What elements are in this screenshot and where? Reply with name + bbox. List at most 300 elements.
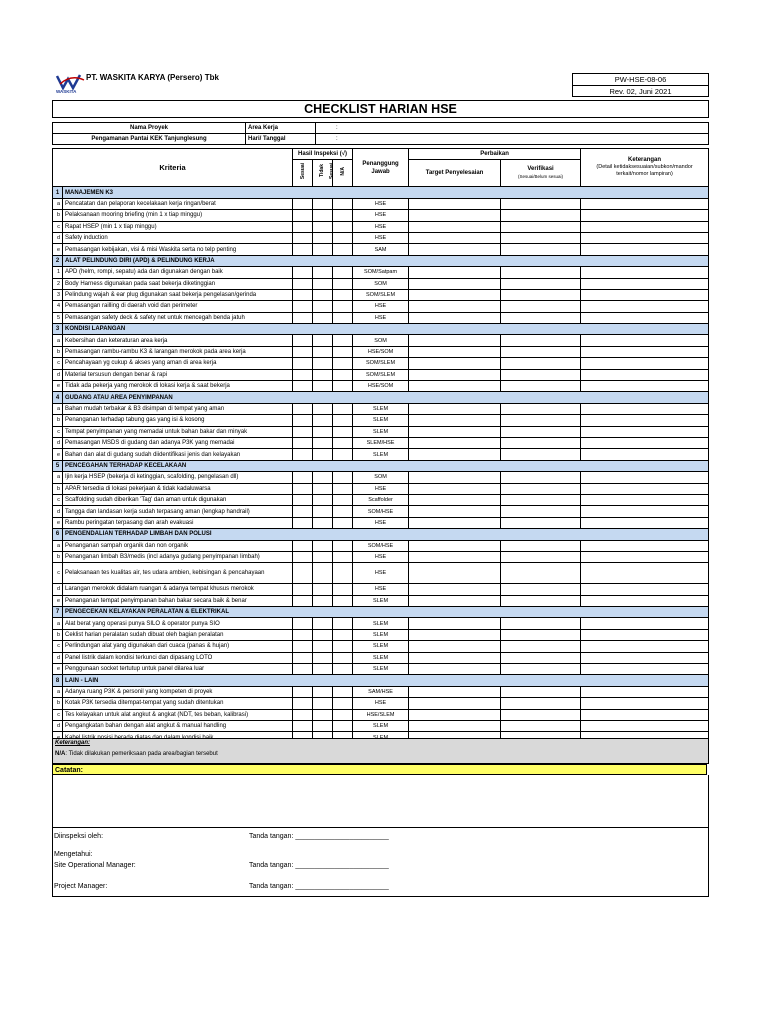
keterangan-cell[interactable] [581,584,709,595]
target-penyelesaian-cell[interactable] [409,437,501,448]
sesuai-checkbox[interactable] [293,232,313,243]
sesuai-checkbox[interactable] [293,267,313,278]
target-penyelesaian-cell[interactable] [409,584,501,595]
tidak-sesuai-checkbox[interactable] [313,301,333,312]
sesuai-checkbox[interactable] [293,698,313,709]
tidak-sesuai-checkbox[interactable] [313,686,333,697]
keterangan-cell[interactable] [581,686,709,697]
section-number: 2 [53,255,63,266]
na-checkbox[interactable] [333,267,353,278]
hari-tanggal-value[interactable]: : [316,134,709,145]
item-penanggung-jawab: SLEM [353,641,409,652]
target-penyelesaian-cell[interactable] [409,472,501,483]
target-penyelesaian-cell[interactable] [409,278,501,289]
section-header-row [53,187,709,198]
verifikasi-cell[interactable] [501,335,581,346]
item-letter: b [53,551,63,562]
keterangan-cell[interactable] [581,267,709,278]
sesuai-checkbox[interactable] [293,483,313,494]
item-letter: a [53,472,63,483]
verifikasi-header [501,160,581,187]
item-letter: c [53,426,63,437]
tidak-sesuai-checkbox[interactable] [313,494,333,505]
sesuai-checkbox[interactable] [293,595,313,606]
target-penyelesaian-cell[interactable] [409,369,501,380]
keterangan-cell[interactable] [581,221,709,232]
tidak-sesuai-checkbox[interactable] [313,483,333,494]
verifikasi-cell[interactable] [501,584,581,595]
keterangan-cell[interactable] [581,540,709,551]
target-penyelesaian-cell[interactable] [409,267,501,278]
sesuai-checkbox[interactable] [293,437,313,448]
na-checkbox[interactable] [333,517,353,528]
target-penyelesaian-cell[interactable] [409,595,501,606]
target-penyelesaian-cell[interactable] [409,426,501,437]
sesuai-checkbox[interactable] [293,210,313,221]
tidak-sesuai-header [313,160,333,187]
target-penyelesaian-cell[interactable] [409,652,501,663]
target-penyelesaian-cell[interactable] [409,720,501,731]
tidak-sesuai-checkbox[interactable] [313,278,333,289]
sesuai-checkbox[interactable] [293,664,313,675]
keterangan-cell[interactable] [581,506,709,517]
keterangan-cell[interactable] [581,426,709,437]
tidak-sesuai-checkbox[interactable] [313,709,333,720]
item-penanggung-jawab: SLEM/HSE [353,437,409,448]
na-checkbox[interactable] [333,540,353,551]
item-letter: 2 [53,278,63,289]
verifikasi-cell[interactable] [501,595,581,606]
section-title: ALAT PELINDUNG DIRI (APD) & PELINDUNG KERJA [63,255,709,266]
verifikasi-cell[interactable] [501,629,581,640]
tidak-sesuai-checkbox[interactable] [313,584,333,595]
target-penyelesaian-cell[interactable] [409,346,501,357]
item-criteria: Bahan mudah terbakar & B3 disimpan di tempat yang aman [63,403,293,414]
tidak-sesuai-checkbox[interactable] [313,437,333,448]
checklist-row [53,346,709,357]
sesuai-checkbox[interactable] [293,358,313,369]
item-penanggung-jawab: SOM/Satpam [353,267,409,278]
item-penanggung-jawab: HSE [353,563,409,584]
checklist-row [53,641,709,652]
keterangan-cell[interactable] [581,641,709,652]
checklist-row [53,358,709,369]
item-criteria: Rapat HSEP (min 1 x tiap minggu) [63,221,293,232]
sesuai-checkbox[interactable] [293,426,313,437]
target-penyelesaian-cell[interactable] [409,232,501,243]
na-checkbox[interactable] [333,472,353,483]
na-checkbox[interactable] [333,483,353,494]
keterangan-cell[interactable] [581,278,709,289]
tidak-sesuai-label: Tidak Sesuai [318,163,335,180]
tidak-sesuai-checkbox[interactable] [313,698,333,709]
checklist-row [53,618,709,629]
checklist-row [53,698,709,709]
na-checkbox[interactable] [333,437,353,448]
na-checkbox[interactable] [333,198,353,209]
tidak-sesuai-checkbox[interactable] [313,403,333,414]
target-penyelesaian-cell[interactable] [409,641,501,652]
na-checkbox[interactable] [333,301,353,312]
keterangan-cell[interactable] [581,449,709,460]
verifikasi-cell[interactable] [501,563,581,584]
sesuai-checkbox[interactable] [293,346,313,357]
verifikasi-cell[interactable] [501,312,581,323]
item-letter: a [53,403,63,414]
tidak-sesuai-checkbox[interactable] [313,210,333,221]
sesuai-checkbox[interactable] [293,517,313,528]
na-checkbox[interactable] [333,563,353,584]
na-checkbox[interactable] [333,595,353,606]
item-criteria: Alat berat yang operasi punya SILO & operator punya SIO [63,618,293,629]
verifikasi-cell[interactable] [501,472,581,483]
na-checkbox[interactable] [333,698,353,709]
target-penyelesaian-cell[interactable] [409,709,501,720]
verifikasi-cell[interactable] [501,437,581,448]
keterangan-cell[interactable] [581,301,709,312]
hasil-inspeksi-header: Hasil Inspeksi (√) [293,149,353,160]
verifikasi-cell[interactable] [501,403,581,414]
na-checkbox[interactable] [333,369,353,380]
sesuai-checkbox[interactable] [293,563,313,584]
item-letter: c [53,563,63,584]
verifikasi-cell[interactable] [501,221,581,232]
na-checkbox[interactable] [333,709,353,720]
verifikasi-cell[interactable] [501,198,581,209]
verifikasi-cell[interactable] [501,506,581,517]
tidak-sesuai-checkbox[interactable] [313,472,333,483]
keterangan-cell[interactable] [581,551,709,562]
tidak-sesuai-checkbox[interactable] [313,720,333,731]
na-checkbox[interactable] [333,335,353,346]
item-criteria: Pengangkatan bahan dengan alat angkut & manual handling [63,720,293,731]
target-penyelesaian-cell[interactable] [409,198,501,209]
item-letter: c [53,221,63,232]
keterangan-cell[interactable] [581,618,709,629]
target-penyelesaian-cell[interactable] [409,618,501,629]
keterangan-cell[interactable] [581,483,709,494]
verifikasi-cell[interactable] [501,540,581,551]
checklist-row [53,232,709,243]
sesuai-checkbox[interactable] [293,629,313,640]
keterangan-cell[interactable] [581,720,709,731]
signature-line-pm[interactable]: Tanda tangan: ________________________ [249,883,389,890]
checklist-row [53,584,709,595]
sesuai-checkbox[interactable] [293,540,313,551]
item-letter: b [53,346,63,357]
target-penyelesaian-cell[interactable] [409,358,501,369]
sesuai-checkbox[interactable] [293,312,313,323]
tidak-sesuai-checkbox[interactable] [313,232,333,243]
verifikasi-cell[interactable] [501,618,581,629]
keterangan-cell[interactable] [581,698,709,709]
keterangan-cell[interactable] [581,517,709,528]
section-number: 1 [53,187,63,198]
verifikasi-cell[interactable] [501,415,581,426]
tidak-sesuai-checkbox[interactable] [313,358,333,369]
sesuai-checkbox[interactable] [293,335,313,346]
tidak-sesuai-checkbox[interactable] [313,369,333,380]
verifikasi-cell[interactable] [501,720,581,731]
na-checkbox[interactable] [333,664,353,675]
sesuai-checkbox[interactable] [293,652,313,663]
sesuai-checkbox[interactable] [293,618,313,629]
sesuai-checkbox[interactable] [293,472,313,483]
target-penyelesaian-cell[interactable] [409,221,501,232]
target-penyelesaian-cell[interactable] [409,517,501,528]
na-checkbox[interactable] [333,210,353,221]
na-checkbox[interactable] [333,652,353,663]
sesuai-checkbox[interactable] [293,494,313,505]
target-penyelesaian-cell[interactable] [409,551,501,562]
na-checkbox[interactable] [333,686,353,697]
section-title: PENGENDALIAN TERHADAP LIMBAH DAN POLUSI [63,529,709,540]
sesuai-checkbox[interactable] [293,289,313,300]
na-checkbox[interactable] [333,629,353,640]
na-checkbox[interactable] [333,641,353,652]
target-penyelesaian-cell[interactable] [409,506,501,517]
target-penyelesaian-cell[interactable] [409,686,501,697]
na-checkbox[interactable] [333,244,353,255]
tidak-sesuai-checkbox[interactable] [313,426,333,437]
na-checkbox[interactable] [333,618,353,629]
target-penyelesaian-cell[interactable] [409,540,501,551]
tidak-sesuai-checkbox[interactable] [313,335,333,346]
target-penyelesaian-cell[interactable] [409,629,501,640]
item-penanggung-jawab: SLEM [353,449,409,460]
verifikasi-cell[interactable] [501,267,581,278]
target-penyelesaian-cell[interactable] [409,312,501,323]
verifikasi-cell[interactable] [501,686,581,697]
section-header-row [53,460,709,471]
keterangan-cell[interactable] [581,664,709,675]
target-penyelesaian-cell[interactable] [409,210,501,221]
keterangan-cell[interactable] [581,232,709,243]
sesuai-checkbox[interactable] [293,720,313,731]
keterangan-cell[interactable] [581,312,709,323]
na-checkbox[interactable] [333,426,353,437]
target-penyelesaian-cell[interactable] [409,403,501,414]
sesuai-checkbox[interactable] [293,415,313,426]
area-kerja-value[interactable]: : [316,123,709,134]
verifikasi-cell[interactable] [501,551,581,562]
verifikasi-cell[interactable] [501,369,581,380]
keterangan-cell[interactable] [581,629,709,640]
item-criteria: Tempat penyimpanan yang memadai untuk bahan bakar dan minyak [63,426,293,437]
item-letter: c [53,494,63,505]
item-penanggung-jawab: HSE [353,232,409,243]
item-letter: a [53,198,63,209]
tidak-sesuai-checkbox[interactable] [313,652,333,663]
verifikasi-cell[interactable] [501,449,581,460]
sesuai-checkbox[interactable] [293,221,313,232]
tidak-sesuai-checkbox[interactable] [313,540,333,551]
target-penyelesaian-cell[interactable] [409,289,501,300]
tidak-sesuai-checkbox[interactable] [313,517,333,528]
verifikasi-cell[interactable] [501,709,581,720]
na-checkbox[interactable] [333,403,353,414]
target-penyelesaian-cell[interactable] [409,449,501,460]
target-penyelesaian-cell[interactable] [409,244,501,255]
tidak-sesuai-checkbox[interactable] [313,381,333,392]
checklist-row [53,403,709,414]
keterangan-cell[interactable] [581,244,709,255]
verifikasi-cell[interactable] [501,232,581,243]
sesuai-checkbox[interactable] [293,278,313,289]
item-penanggung-jawab: SAM [353,244,409,255]
na-checkbox[interactable] [333,449,353,460]
sesuai-checkbox[interactable] [293,403,313,414]
na-checkbox[interactable] [333,346,353,357]
sesuai-checkbox[interactable] [293,369,313,380]
sesuai-checkbox[interactable] [293,506,313,517]
tidak-sesuai-checkbox[interactable] [313,221,333,232]
tidak-sesuai-checkbox[interactable] [313,506,333,517]
checklist-row [53,426,709,437]
nama-proyek-value: Pengamanan Pantai KEK Tanjunglesung [53,134,246,145]
sesuai-checkbox[interactable] [293,244,313,255]
keterangan-note-label: Keterangan: [55,740,91,746]
sesuai-checkbox[interactable] [293,584,313,595]
na-checkbox[interactable] [333,312,353,323]
item-penanggung-jawab: SOM/SLEM [353,369,409,380]
signature-line-inspector[interactable]: Tanda tangan: ________________________ [249,833,389,840]
keterangan-cell[interactable] [581,472,709,483]
keterangan-cell[interactable] [581,381,709,392]
verifikasi-cell[interactable] [501,483,581,494]
section-header-row [53,392,709,403]
keterangan-cell[interactable] [581,415,709,426]
verifikasi-cell[interactable] [501,517,581,528]
na-checkbox[interactable] [333,289,353,300]
tidak-sesuai-checkbox[interactable] [313,346,333,357]
target-penyelesaian-cell[interactable] [409,335,501,346]
verifikasi-cell[interactable] [501,301,581,312]
checklist-row [53,289,709,300]
target-penyelesaian-cell[interactable] [409,494,501,505]
verifikasi-cell[interactable] [501,652,581,663]
sesuai-checkbox[interactable] [293,381,313,392]
item-letter: d [53,369,63,380]
verifikasi-cell[interactable] [501,426,581,437]
keterangan-cell[interactable] [581,289,709,300]
keterangan-cell[interactable] [581,595,709,606]
keterangan-cell[interactable] [581,198,709,209]
verifikasi-cell[interactable] [501,278,581,289]
tidak-sesuai-checkbox[interactable] [313,244,333,255]
na-checkbox[interactable] [333,415,353,426]
tidak-sesuai-checkbox[interactable] [313,449,333,460]
verifikasi-cell[interactable] [501,244,581,255]
tidak-sesuai-checkbox[interactable] [313,641,333,652]
target-penyelesaian-cell[interactable] [409,698,501,709]
sesuai-checkbox[interactable] [293,551,313,562]
item-criteria: Scaffolding sudah diberikan 'Tag' dan aman untuk digunakan [63,494,293,505]
tidak-sesuai-checkbox[interactable] [313,563,333,584]
target-penyelesaian-cell[interactable] [409,563,501,584]
sesuai-checkbox[interactable] [293,449,313,460]
keterangan-cell[interactable] [581,494,709,505]
verifikasi-cell[interactable] [501,664,581,675]
keterangan-cell[interactable] [581,652,709,663]
na-checkbox[interactable] [333,584,353,595]
tidak-sesuai-checkbox[interactable] [313,289,333,300]
keterangan-cell[interactable] [581,709,709,720]
section-header-row [53,675,709,686]
tidak-sesuai-checkbox[interactable] [313,618,333,629]
item-criteria: Ijin kerja HSEP (bekerja di ketinggian, scafolding, pengelasan dll) [63,472,293,483]
na-checkbox[interactable] [333,551,353,562]
target-penyelesaian-cell[interactable] [409,301,501,312]
keterangan-cell[interactable] [581,369,709,380]
na-checkbox[interactable] [333,506,353,517]
tidak-sesuai-checkbox[interactable] [313,415,333,426]
keterangan-cell[interactable] [581,210,709,221]
checklist-row [53,652,709,663]
na-checkbox[interactable] [333,720,353,731]
sesuai-checkbox[interactable] [293,301,313,312]
item-criteria: Material tersusun dengan benar & rapi [63,369,293,380]
mengetahui-label: Mengetahui: [54,851,93,858]
verifikasi-cell[interactable] [501,494,581,505]
target-penyelesaian-cell[interactable] [409,381,501,392]
keterangan-cell[interactable] [581,358,709,369]
verifikasi-cell[interactable] [501,210,581,221]
na-checkbox[interactable] [333,278,353,289]
keterangan-cell[interactable] [581,563,709,584]
tidak-sesuai-checkbox[interactable] [313,267,333,278]
verifikasi-cell[interactable] [501,641,581,652]
tidak-sesuai-checkbox[interactable] [313,312,333,323]
target-penyelesaian-cell[interactable] [409,483,501,494]
sesuai-checkbox[interactable] [293,198,313,209]
na-checkbox[interactable] [333,494,353,505]
tidak-sesuai-checkbox[interactable] [313,664,333,675]
verifikasi-cell[interactable] [501,381,581,392]
na-checkbox[interactable] [333,221,353,232]
item-letter: e [53,381,63,392]
na-checkbox[interactable] [333,381,353,392]
catatan-field[interactable] [52,775,709,828]
verifikasi-cell[interactable] [501,698,581,709]
target-penyelesaian-cell[interactable] [409,664,501,675]
verifikasi-cell[interactable] [501,289,581,300]
keterangan-cell[interactable] [581,437,709,448]
sesuai-checkbox[interactable] [293,686,313,697]
item-penanggung-jawab: SLEM [353,403,409,414]
tidak-sesuai-checkbox[interactable] [313,551,333,562]
checklist-row [53,267,709,278]
tidak-sesuai-checkbox[interactable] [313,595,333,606]
checklist-row [53,686,709,697]
keterangan-cell[interactable] [581,346,709,357]
verifikasi-cell[interactable] [501,358,581,369]
tidak-sesuai-checkbox[interactable] [313,198,333,209]
na-checkbox[interactable] [333,358,353,369]
na-checkbox[interactable] [333,232,353,243]
hari-tanggal-label: Hari/ Tanggal [246,134,316,145]
sesuai-checkbox[interactable] [293,641,313,652]
item-letter: c [53,358,63,369]
sesuai-checkbox[interactable] [293,709,313,720]
target-penyelesaian-cell[interactable] [409,415,501,426]
keterangan-cell[interactable] [581,403,709,414]
signature-line-som[interactable]: Tanda tangan: ________________________ [249,862,389,869]
keterangan-cell[interactable] [581,335,709,346]
item-letter: d [53,437,63,448]
tidak-sesuai-checkbox[interactable] [313,629,333,640]
verifikasi-cell[interactable] [501,346,581,357]
